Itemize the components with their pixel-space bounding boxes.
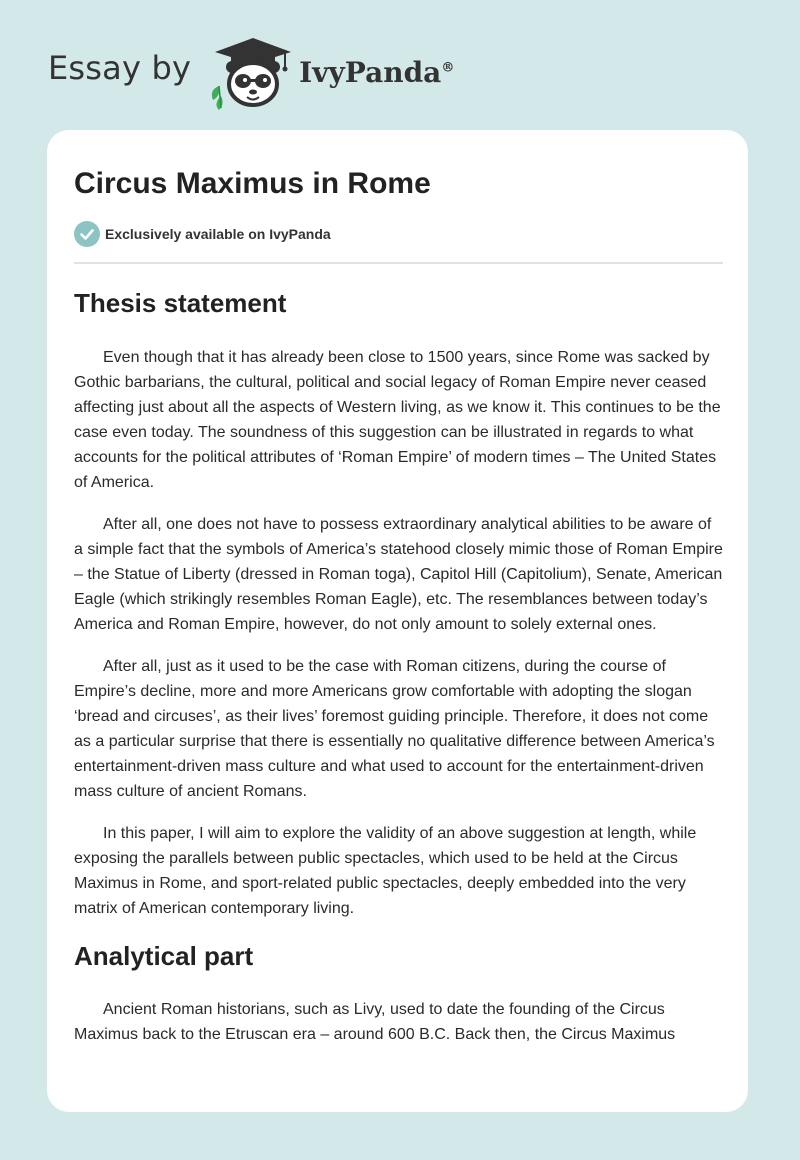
document-content — [74, 164, 723, 1064]
registered-mark: ® — [441, 60, 455, 76]
section-heading-analytical: Analytical part — [74, 941, 254, 971]
section-heading-thesis: Thesis statement — [74, 288, 287, 318]
exclusive-badge-text: Exclusively available on IvyPanda — [105, 226, 331, 242]
divider — [74, 262, 723, 264]
check-circle-icon — [74, 221, 100, 247]
document-card — [47, 130, 748, 1112]
paragraph: Even though that it has already been close to 1500 years, since Rome was sacked by Gothic barbarians, the cultural, political and social legacy of Roman Empire never ceased affecting just about all the aspects of Western living, as we know it. This continues to be the case even today. The soundness of this suggestion can be illustrated in regards to what accounts for the political attributes of ‘Roman Empire’ of modern times – The United States of America. — [74, 349, 721, 491]
brand-name: IvyPanda® — [299, 55, 455, 89]
panda-graduation-cap-icon — [205, 34, 295, 110]
document-title: Circus Maximus in Rome — [74, 167, 431, 200]
paragraph: After all, one does not have to possess extraordinary analytical abilities to be aware of a simple fact that the symbols of America’s statehood closely mimic those of Roman Empire – the Statue of Liberty (dressed in Roman toga), Capitol Hill (Capitolium), Senate, American Eagle (which strikingly resembles Roman Eagle), etc. The resemblances between today’s America and Roman Empire, however, do not only amount to solely external ones. — [74, 516, 723, 633]
paragraph: After all, just as it used to be the case with Roman citizens, during the course of Empire’s decline, more and more Americans grow comfortable with adopting the slogan ‘bread and circuses’, as their lives’ foremost guiding principle. Therefore, it does not come as a particular surprise that there is essentially no qualitative difference between America’s entertainment-driven mass culture and what used to account for the entertainment-driven mass culture of ancient Romans. — [74, 658, 715, 800]
paragraph: Ancient Roman historians, such as Livy, used to date the founding of the Circus Maximus back to the Etruscan era – around 600 B.C. Back then, the Circus Maximus — [74, 1001, 676, 1043]
exclusive-badge — [74, 221, 723, 247]
paragraph: In this paper, I will aim to explore the validity of an above suggestion at length, while exposing the parallels between public spectacles, which used to be held at the Circus Maximus in Rome, and sport-related public spectacles, deeply embedded into the very matrix of American contemporary living. — [74, 825, 697, 917]
brand-header — [48, 34, 454, 110]
brand-prefix: Essay by — [48, 49, 192, 87]
